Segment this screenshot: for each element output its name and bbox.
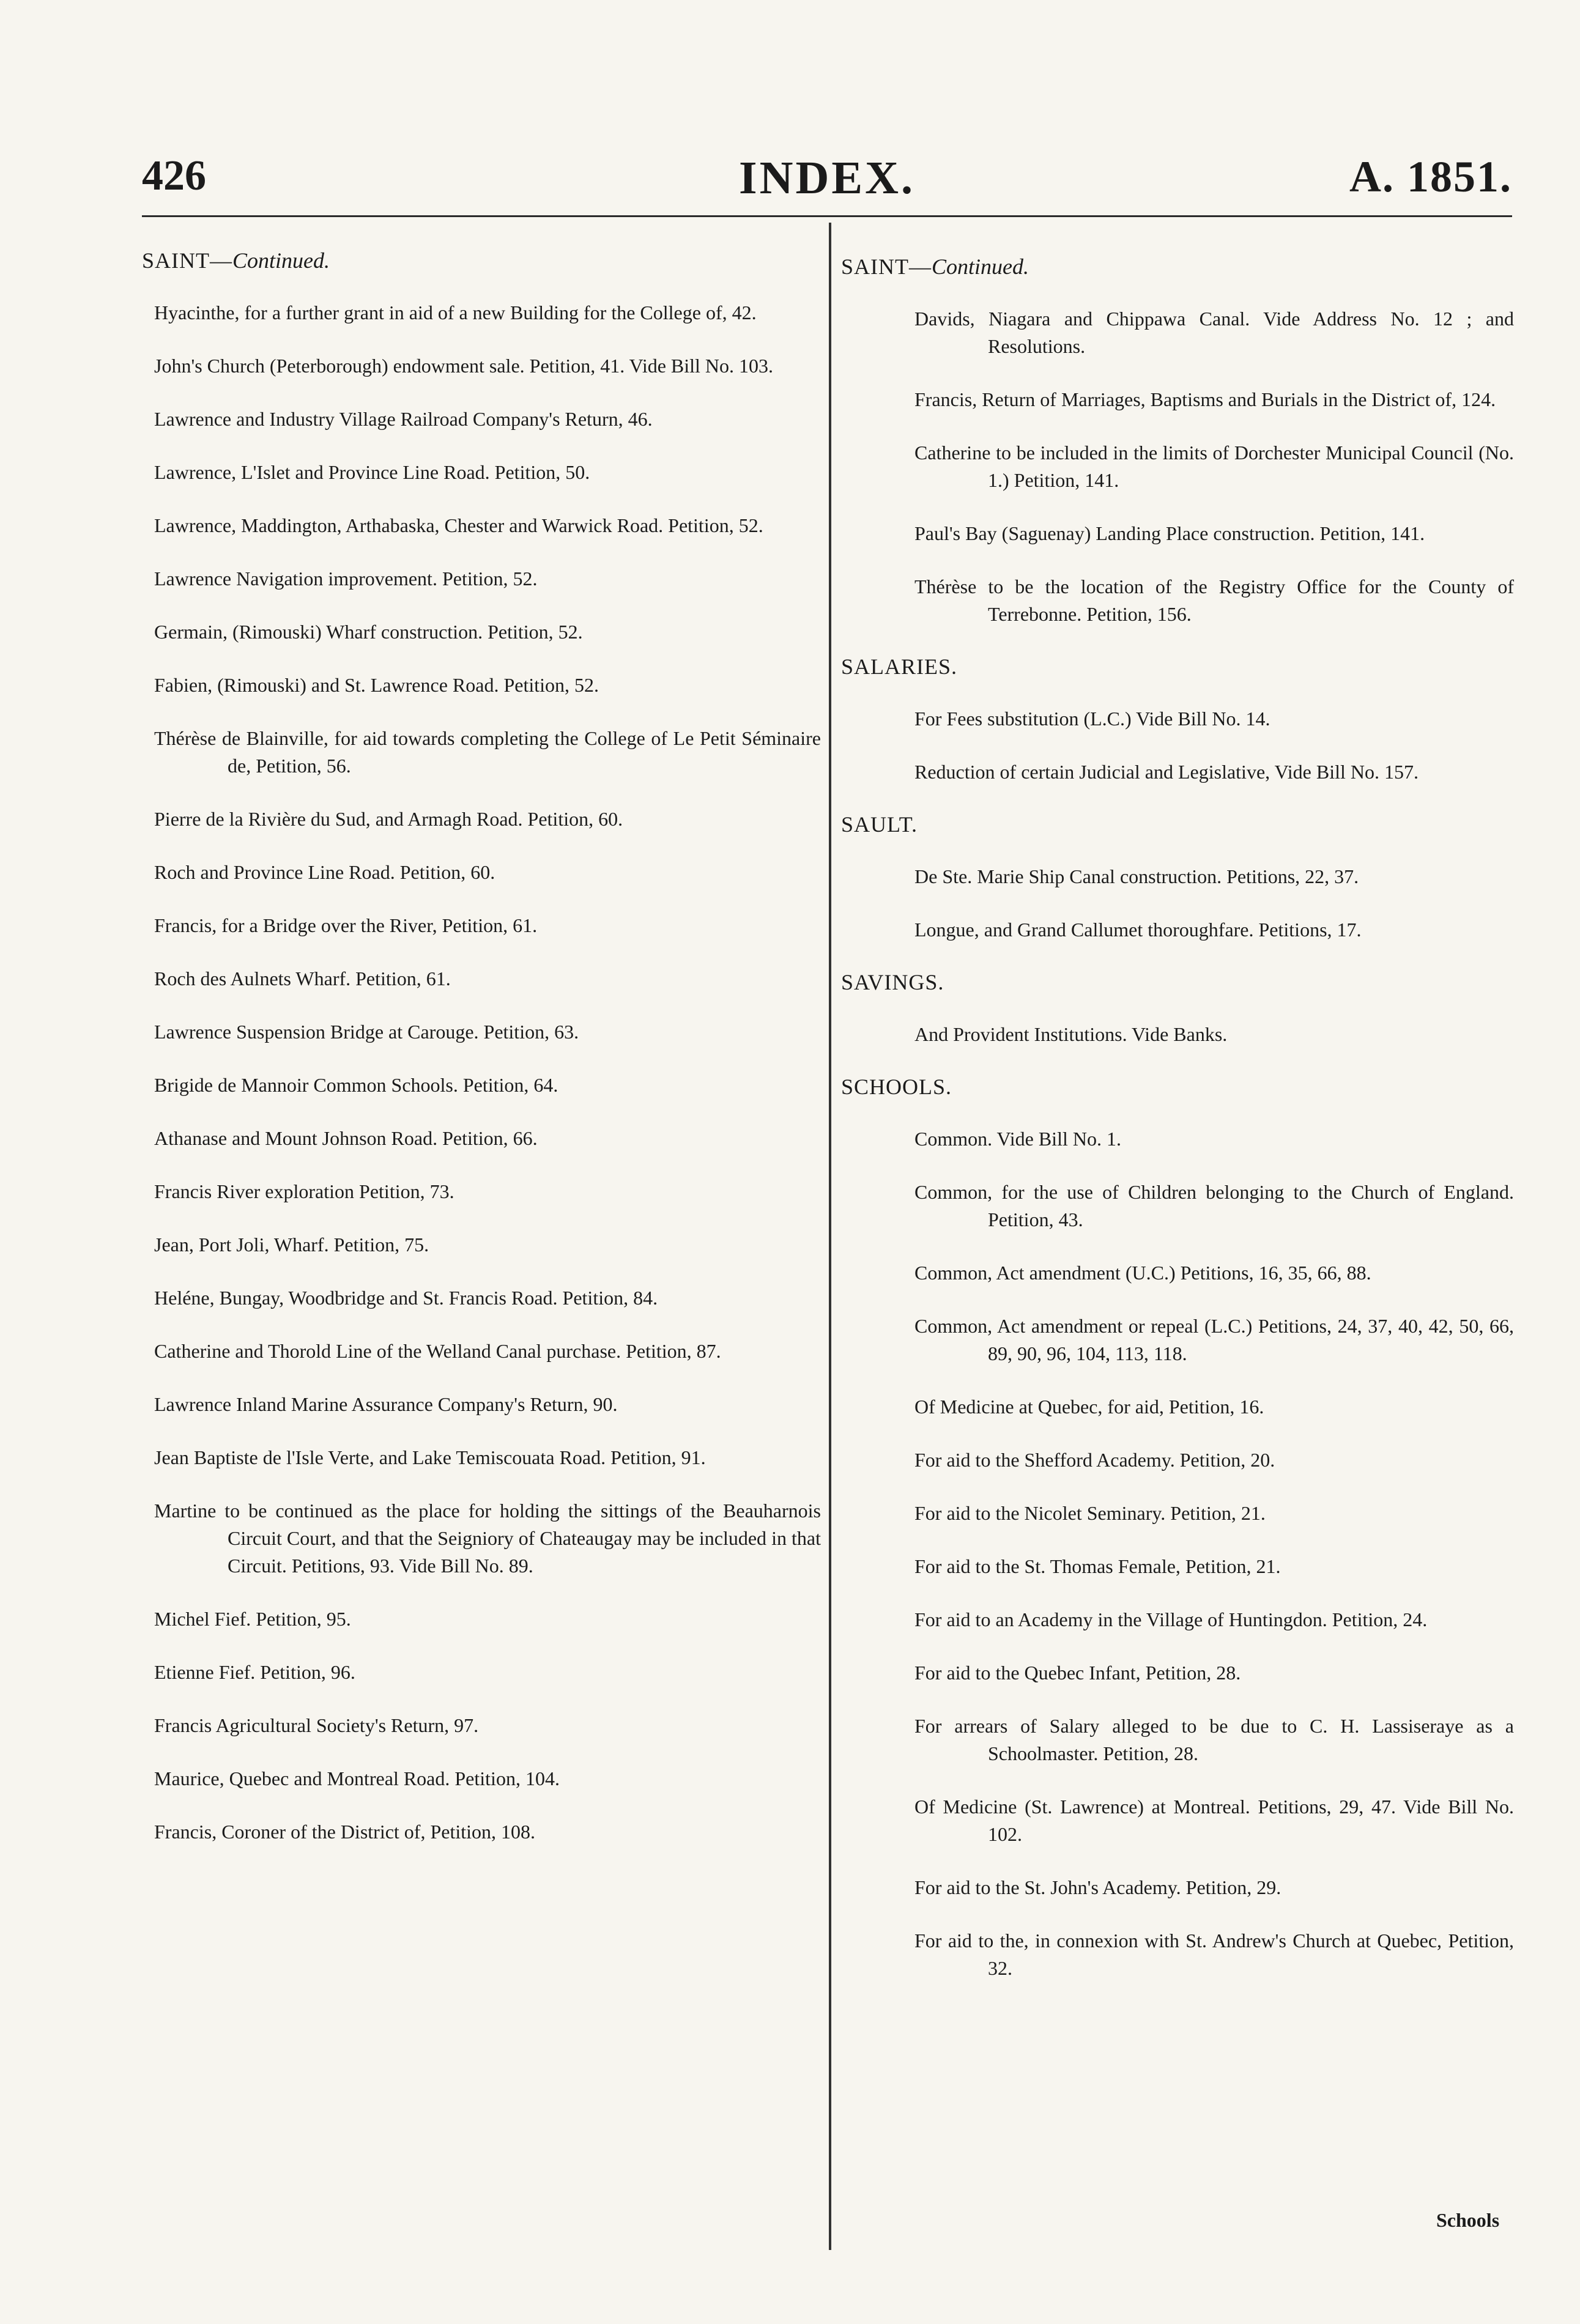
column-divider: [829, 223, 831, 2250]
index-entry: Thérèse de Blainville, for aid towards completing the College of Le Petit Séminaire de, Petition, 56.: [154, 727, 821, 777]
index-entry: Common, Act amendment or repeal (L.C.) Petitions, 24, 37, 40, 42, 50, 66, 89, 90, 96, 104, 113, 118.: [914, 1315, 1514, 1364]
index-entry-list: [841, 305, 1514, 628]
index-entry: Catherine to be included in the limits of Dorchester Municipal Council (No. 1.) Petition, 141.: [914, 442, 1514, 491]
index-entry: Maurice, Quebec and Montreal Road. Petition, 104.: [154, 1767, 560, 1789]
right-column: [841, 248, 1514, 2008]
index-entry: Etienne Fief. Petition, 96.: [154, 1661, 355, 1683]
section-heading: SAULT.: [841, 812, 918, 837]
index-entry: For aid to the St. Thomas Female, Petition, 21.: [914, 1555, 1281, 1577]
left-column: [142, 248, 821, 1871]
catchword: Schools: [1436, 2209, 1500, 2231]
index-entry-list: [841, 1021, 1514, 1048]
index-entry: Of Medicine (St. Lawrence) at Montreal. Petitions, 29, 47. Vide Bill No. 102.: [914, 1796, 1514, 1845]
index-entry: Lawrence, Maddington, Arthabaska, Chester and Warwick Road. Petition, 52.: [154, 514, 763, 536]
index-entry-list: [841, 1125, 1514, 1982]
index-entry-list: [142, 299, 821, 1846]
index-entry: For aid to the Quebec Infant, Petition, 28.: [914, 1662, 1241, 1684]
index-entry: Brigide de Mannoir Common Schools. Petition, 64.: [154, 1074, 558, 1096]
page-header: [142, 152, 1512, 207]
page-title: INDEX.: [739, 152, 915, 204]
index-entry: Germain, (Rimouski) Wharf construction. Petition, 52.: [154, 621, 583, 643]
index-entry: For Fees substitution (L.C.) Vide Bill No. 14.: [914, 708, 1270, 730]
index-entry: For aid to an Academy in the Village of Huntingdon. Petition, 24.: [914, 1608, 1428, 1630]
index-entry: Jean Baptiste de l'Isle Verte, and Lake Temiscouata Road. Petition, 91.: [154, 1446, 706, 1468]
index-entry: John's Church (Peterborough) endowment sale. Petition, 41. Vide Bill No. 103.: [154, 355, 774, 377]
index-entry: Lawrence and Industry Village Railroad Company's Return, 46.: [154, 408, 653, 430]
index-entry: Common, Act amendment (U.C.) Petitions, 16, 35, 66, 88.: [914, 1262, 1371, 1284]
section-heading: SCHOOLS.: [841, 1075, 952, 1099]
index-entry: For aid to the Nicolet Seminary. Petition, 21.: [914, 1502, 1266, 1524]
index-entry: Longue, and Grand Callumet thoroughfare. Petitions, 17.: [914, 919, 1362, 941]
index-entry: Fabien, (Rimouski) and St. Lawrence Road. Petition, 52.: [154, 674, 599, 696]
index-entry: Pierre de la Rivière du Sud, and Armagh Road. Petition, 60.: [154, 808, 623, 830]
index-entry: Roch des Aulnets Wharf. Petition, 61.: [154, 968, 451, 990]
index-entry-list: [841, 705, 1514, 786]
section-heading: [841, 254, 1514, 279]
index-entry: Heléne, Bungay, Woodbridge and St. Francis Road. Petition, 84.: [154, 1287, 658, 1309]
index-entry: Martine to be continued as the place for holding the sittings of the Beauharnois Circuit Court, and that the Seigniory of Chateaugay may be included in that Circuit. Petitions, 93. Vide Bill No. 89.: [154, 1500, 821, 1577]
index-entry: Paul's Bay (Saguenay) Landing Place construction. Petition, 141.: [914, 522, 1425, 544]
index-entry: For arrears of Salary alleged to be due to C. H. Lassiseraye as a Schoolmaster. Petition, 28.: [914, 1715, 1514, 1764]
index-entry: Catherine and Thorold Line of the Welland Canal purchase. Petition, 87.: [154, 1340, 721, 1362]
section-heading-label: SAINT—: [142, 248, 232, 273]
index-entry: For aid to the, in connexion with St. Andrew's Church at Quebec, Petition, 32.: [914, 1930, 1514, 1979]
index-entry: Francis, Return of Marriages, Baptisms and Burials in the District of, 124.: [914, 388, 1496, 410]
index-entry: Davids, Niagara and Chippawa Canal. Vide Address No. 12 ; and Resolutions.: [914, 308, 1514, 357]
index-entry: For aid to the St. John's Academy. Petition, 29.: [914, 1876, 1281, 1898]
index-entry: Lawrence Suspension Bridge at Carouge. Petition, 63.: [154, 1021, 579, 1043]
index-entry: Jean, Port Joli, Wharf. Petition, 75.: [154, 1234, 429, 1256]
index-entry: And Provident Institutions. Vide Banks.: [914, 1023, 1228, 1045]
index-entry: Of Medicine at Quebec, for aid, Petition, 16.: [914, 1396, 1264, 1418]
section-heading: SAVINGS.: [841, 970, 944, 994]
section-heading: SALARIES.: [841, 654, 958, 679]
index-entry: Francis Agricultural Society's Return, 97.: [154, 1714, 479, 1736]
index-entry: Francis, for a Bridge over the River, Petition, 61.: [154, 914, 538, 936]
index-entry: Athanase and Mount Johnson Road. Petition, 66.: [154, 1127, 538, 1149]
page-year: A. 1851.: [1349, 152, 1512, 201]
section-heading-continued: Continued.: [932, 254, 1029, 279]
index-entry: Lawrence, L'Islet and Province Line Road. Petition, 50.: [154, 461, 590, 483]
index-entry: Francis, Coroner of the District of, Petition, 108.: [154, 1821, 536, 1843]
index-entry: Francis River exploration Petition, 73.: [154, 1180, 454, 1202]
header-rule: [142, 215, 1512, 217]
index-entry: Common, for the use of Children belonging to the Church of England. Petition, 43.: [914, 1181, 1514, 1230]
index-entry: Roch and Province Line Road. Petition, 60.: [154, 861, 495, 883]
section-heading-continued: Continued.: [232, 248, 330, 273]
index-entry: Lawrence Navigation improvement. Petition, 52.: [154, 568, 538, 590]
index-entry: Lawrence Inland Marine Assurance Company's Return, 90.: [154, 1393, 618, 1415]
index-entry: Hyacinthe, for a further grant in aid of a new Building for the College of, 42.: [154, 302, 757, 324]
section-heading-label: SAINT—: [841, 254, 932, 279]
index-entry: Thérèse to be the location of the Registry Office for the County of Terrebonne. Petition, 156.: [914, 575, 1514, 625]
index-entry: De Ste. Marie Ship Canal construction. Petitions, 22, 37.: [914, 865, 1359, 887]
index-entry: Michel Fief. Petition, 95.: [154, 1608, 351, 1630]
index-entry: Reduction of certain Judicial and Legislative, Vide Bill No. 157.: [914, 761, 1419, 783]
index-entry: For aid to the Shefford Academy. Petition, 20.: [914, 1449, 1275, 1471]
section-heading: [142, 248, 821, 273]
index-entry-list: [841, 863, 1514, 944]
index-entry: Common. Vide Bill No. 1.: [914, 1128, 1121, 1150]
page-number: 426: [142, 152, 206, 199]
